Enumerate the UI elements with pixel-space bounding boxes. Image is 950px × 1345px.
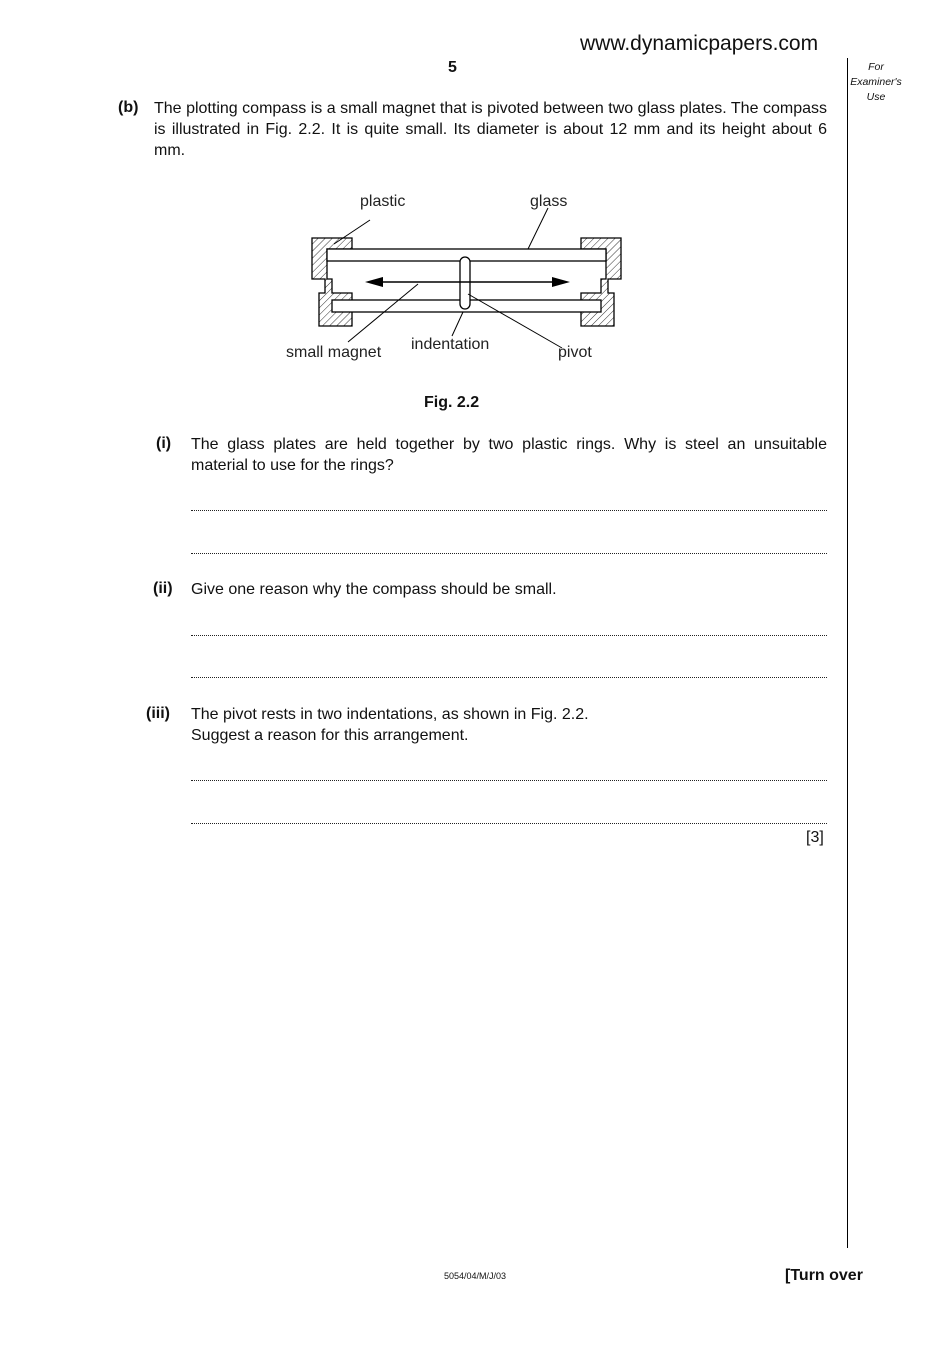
leader-glass (528, 208, 548, 249)
compass-diagram (270, 180, 650, 375)
label-plastic: plastic (360, 193, 406, 210)
answer-line[interactable] (191, 675, 827, 678)
paper-code: 5054/04/M/J/03 (444, 1271, 507, 1281)
answer-line[interactable] (191, 508, 827, 511)
magnet-arrow-right (552, 277, 570, 287)
sub-question-text-line1: The pivot rests in two indentations, as shown in Fig. 2.2. (191, 706, 589, 723)
sub-question-label: (ii) (153, 580, 173, 597)
sub-question-text: The glass plates are held together by two plastic rings. Why is steel an unsuitable material to use for the rings? (191, 436, 827, 474)
label-glass: glass (530, 193, 568, 210)
sub-question-text: Give one reason why the compass should be small. (191, 581, 557, 598)
sub-question-label: (iii) (146, 705, 170, 722)
pivot-shaft (460, 257, 470, 309)
margin-note-line: Use (866, 91, 886, 103)
label-pivot: pivot (558, 344, 592, 361)
marks-allocation: [3] (806, 829, 824, 846)
magnet-arrow-left (365, 277, 383, 287)
margin-note-line: For (868, 61, 884, 73)
margin-rule (847, 58, 848, 1248)
examiner-margin-note (849, 60, 903, 105)
question-b-text: The plotting compass is a small magnet that is pivoted between two glass plates. The compass is illustrated in Fig. 2.2. It is quite small. Its diameter is about 12 mm and its height about 6 mm. (154, 100, 827, 159)
figure-caption: Fig. 2.2 (424, 394, 480, 411)
website-url: www.dynamicpapers.com (580, 32, 819, 55)
leader-indentation (452, 312, 463, 336)
answer-line[interactable] (191, 551, 827, 554)
label-indentation: indentation (411, 336, 490, 353)
sub-question-label: (i) (156, 435, 172, 452)
page-number: 5 (448, 59, 457, 76)
answer-line[interactable] (191, 778, 827, 781)
question-b-label: (b) (118, 99, 139, 116)
label-small-magnet: small magnet (286, 344, 382, 361)
answer-line[interactable] (191, 821, 827, 824)
sub-question-text-line2: Suggest a reason for this arrangement. (191, 727, 469, 744)
margin-note-line: Examiner's (850, 76, 902, 88)
leader-small-magnet (348, 284, 418, 342)
answer-line[interactable] (191, 633, 827, 636)
turn-over: [Turn over (785, 1267, 863, 1284)
